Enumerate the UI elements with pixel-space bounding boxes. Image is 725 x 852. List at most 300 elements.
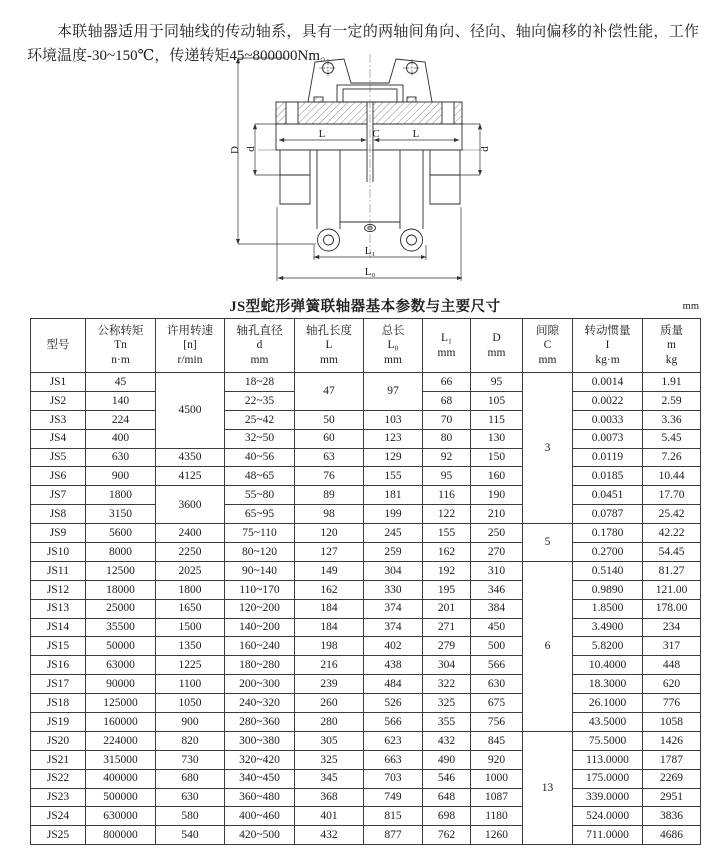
cell-mass: 81.27 [643, 561, 701, 580]
cell-D: 270 [471, 543, 523, 562]
cell-mass: 1787 [643, 750, 701, 769]
cell-L0: 97 [364, 373, 423, 411]
cell-D: 130 [471, 429, 523, 448]
cell-speed: 630 [156, 788, 225, 807]
cell-model: JS14 [31, 618, 86, 637]
cell-L0: 374 [364, 618, 423, 637]
cell-mass: 178.00 [643, 599, 701, 618]
cell-d: 420~500 [225, 826, 295, 845]
cell-L1: 325 [423, 694, 471, 713]
header-line: r/min [177, 353, 203, 366]
cell-model: JS9 [31, 524, 86, 543]
header-line: Tn [114, 339, 127, 352]
cell-L0: 484 [364, 675, 423, 694]
cell-inertia: 175.0000 [573, 769, 643, 788]
cell-L1: 155 [423, 524, 471, 543]
table-row-JS4 [31, 429, 701, 448]
cell-C: 5 [523, 524, 573, 562]
header-line: mm [538, 353, 557, 366]
cell-L: 63 [295, 448, 364, 467]
cell-d: 240~320 [225, 694, 295, 713]
cell-L0: 623 [364, 731, 423, 750]
header-model [31, 319, 86, 373]
cell-mass: 5.45 [643, 429, 701, 448]
table-row-JS17 [31, 675, 701, 694]
dim-label-D: D [229, 146, 241, 154]
cell-D: 210 [471, 505, 523, 524]
header-line: mm [320, 353, 338, 366]
cell-speed: 1500 [156, 618, 225, 637]
cell-L0: 304 [364, 561, 423, 580]
cell-mass: 234 [643, 618, 701, 637]
table-row-JS1 [31, 373, 701, 392]
cell-inertia: 0.9890 [573, 580, 643, 599]
cell-model: JS7 [31, 486, 86, 505]
cell-model: JS2 [31, 391, 86, 410]
table-row-JS18 [31, 694, 701, 713]
table-row-JS14 [31, 618, 701, 637]
cell-mass: 121.00 [643, 580, 701, 599]
cell-L: 50 [295, 410, 364, 429]
cell-inertia: 0.5140 [573, 561, 643, 580]
cell-torque: 25000 [86, 599, 156, 618]
cell-mass: 2951 [643, 788, 701, 807]
cell-L1: 271 [423, 618, 471, 637]
cell-D: 346 [471, 580, 523, 599]
cell-model: JS5 [31, 448, 86, 467]
cell-L0: 129 [364, 448, 423, 467]
cell-L1: 70 [423, 410, 471, 429]
cell-D: 310 [471, 561, 523, 580]
cell-L1: 355 [423, 713, 471, 732]
header-L0 [364, 319, 423, 373]
cage-bolt-right-icon [401, 229, 423, 251]
cell-D: 95 [471, 373, 523, 392]
cell-torque: 160000 [86, 713, 156, 732]
cell-L1: 432 [423, 731, 471, 750]
cell-L0: 374 [364, 599, 423, 618]
cell-model: JS8 [31, 505, 86, 524]
cell-L1: 279 [423, 637, 471, 656]
cell-speed: 1650 [156, 599, 225, 618]
cell-mass: 448 [643, 656, 701, 675]
cell-D: 566 [471, 656, 523, 675]
table-row-JS6 [31, 467, 701, 486]
cell-model: JS3 [31, 410, 86, 429]
dim-label-L-right: L [412, 128, 420, 140]
cell-L1: 698 [423, 807, 471, 826]
cell-speed: 1350 [156, 637, 225, 656]
cell-speed: 2025 [156, 561, 225, 580]
cell-torque: 400 [86, 429, 156, 448]
cell-L1: 648 [423, 788, 471, 807]
header-speed [156, 319, 225, 373]
cell-inertia: 0.0787 [573, 505, 643, 524]
cell-L0: 877 [364, 826, 423, 845]
table-row-JS24 [31, 807, 701, 826]
cell-D: 250 [471, 524, 523, 543]
cell-model: JS25 [31, 826, 86, 845]
cell-mass: 10.44 [643, 467, 701, 486]
cell-inertia: 5.8200 [573, 637, 643, 656]
cell-L0: 123 [364, 429, 423, 448]
cell-L0: 815 [364, 807, 423, 826]
cell-torque: 1800 [86, 486, 156, 505]
cell-torque: 50000 [86, 637, 156, 656]
cell-L: 162 [295, 580, 364, 599]
header-line: D [492, 332, 501, 345]
cage-bolt-left-icon [318, 229, 340, 251]
table-row-JS23 [31, 788, 701, 807]
table-body [31, 373, 701, 845]
cell-inertia: 0.0073 [573, 429, 643, 448]
header-torque [86, 319, 156, 373]
cell-D: 630 [471, 675, 523, 694]
cell-torque: 12500 [86, 561, 156, 580]
header-line: m [667, 339, 676, 352]
cell-D: 675 [471, 694, 523, 713]
cell-speed: 4500 [156, 373, 225, 449]
cell-L: 60 [295, 429, 364, 448]
cell-d: 110~170 [225, 580, 295, 599]
cell-L1: 546 [423, 769, 471, 788]
header-line: 总长 [381, 324, 405, 337]
cell-L1: 762 [423, 826, 471, 845]
header-D [471, 319, 523, 373]
table-head-row [31, 319, 701, 373]
cell-speed: 730 [156, 750, 225, 769]
cell-d: 80~120 [225, 543, 295, 562]
cell-L: 127 [295, 543, 364, 562]
cell-L0: 438 [364, 656, 423, 675]
cell-L1: 162 [423, 543, 471, 562]
dim-label-C: C [372, 128, 380, 140]
cell-L1: 201 [423, 599, 471, 618]
cell-L0: 155 [364, 467, 423, 486]
cell-L: 120 [295, 524, 364, 543]
cell-mass: 2.59 [643, 391, 701, 410]
table-row-JS7 [31, 486, 701, 505]
flange-section [276, 97, 462, 124]
cell-mass: 7.26 [643, 448, 701, 467]
cell-d: 140~200 [225, 618, 295, 637]
cell-d: 280~360 [225, 713, 295, 732]
header-line: 轴孔直径 [236, 324, 283, 337]
cell-d: 55~80 [225, 486, 295, 505]
cell-inertia: 711.0000 [573, 826, 643, 845]
cell-L: 184 [295, 618, 364, 637]
table-title: JS型蛇形弹簧联轴器基本参数与主要尺寸 [229, 299, 501, 315]
cell-inertia: 0.0033 [573, 410, 643, 429]
cell-d: 160~240 [225, 637, 295, 656]
cell-L0: 245 [364, 524, 423, 543]
cell-L: 216 [295, 656, 364, 675]
cell-L1: 192 [423, 561, 471, 580]
cell-L0: 259 [364, 543, 423, 562]
cell-speed: 680 [156, 769, 225, 788]
cell-inertia: 113.0000 [573, 750, 643, 769]
header-line: n·m [111, 353, 130, 366]
cell-torque: 35500 [86, 618, 156, 637]
cell-mass: 1058 [643, 713, 701, 732]
dim-label-L-left: L [318, 128, 326, 140]
cell-L: 184 [295, 599, 364, 618]
cell-inertia: 18.3000 [573, 675, 643, 694]
cell-mass: 1.91 [643, 373, 701, 392]
cell-d: 360~480 [225, 788, 295, 807]
cell-speed: 2400 [156, 524, 225, 543]
cell-L0: 526 [364, 694, 423, 713]
cell-d: 18~28 [225, 373, 295, 392]
cell-d: 32~50 [225, 429, 295, 448]
header-line: L₀ [387, 339, 399, 352]
cell-d: 180~280 [225, 656, 295, 675]
cell-d: 40~56 [225, 448, 295, 467]
table-row-JS11 [31, 561, 701, 580]
header-L [295, 319, 364, 373]
cell-speed: 1100 [156, 675, 225, 694]
cell-L: 260 [295, 694, 364, 713]
cell-L1: 80 [423, 429, 471, 448]
cell-D: 1180 [471, 807, 523, 826]
cell-D: 450 [471, 618, 523, 637]
cell-L: 76 [295, 467, 364, 486]
cell-inertia: 0.2700 [573, 543, 643, 562]
header-line: kg [665, 353, 678, 366]
header-d [225, 319, 295, 373]
table-row-JS3 [31, 410, 701, 429]
table-row-JS21 [31, 750, 701, 769]
header-line: 许用转速 [167, 324, 213, 337]
cell-model: JS4 [31, 429, 86, 448]
cell-mass: 317 [643, 637, 701, 656]
cell-d: 340~450 [225, 769, 295, 788]
dim-label-L1: L₁ [364, 245, 376, 257]
cell-L0: 181 [364, 486, 423, 505]
cell-L0: 199 [364, 505, 423, 524]
cell-inertia: 339.0000 [573, 788, 643, 807]
cell-L1: 92 [423, 448, 471, 467]
cell-speed: 4125 [156, 467, 225, 486]
table-unit-note: mm [682, 301, 699, 312]
cell-L1: 322 [423, 675, 471, 694]
cell-torque: 630000 [86, 807, 156, 826]
cell-L: 305 [295, 731, 364, 750]
cell-mass: 4686 [643, 826, 701, 845]
cell-L0: 402 [364, 637, 423, 656]
header-line: I [605, 339, 610, 352]
cell-torque: 500000 [86, 788, 156, 807]
table-row-JS25 [31, 826, 701, 845]
table-row-JS9 [31, 524, 701, 543]
header-line: C [543, 339, 552, 352]
cell-mass: 2269 [643, 769, 701, 788]
cell-C: 3 [523, 373, 573, 524]
cell-L1: 116 [423, 486, 471, 505]
cell-L: 239 [295, 675, 364, 694]
cell-model: JS6 [31, 467, 86, 486]
cell-d: 120~200 [225, 599, 295, 618]
cell-torque: 630 [86, 448, 156, 467]
cell-D: 1260 [471, 826, 523, 845]
cell-L1: 95 [423, 467, 471, 486]
cell-L1: 68 [423, 391, 471, 410]
header-line: L [325, 339, 333, 352]
cell-speed: 1225 [156, 656, 225, 675]
header-line: L₁ [440, 332, 453, 345]
cell-C: 6 [523, 561, 573, 731]
cell-D: 105 [471, 391, 523, 410]
coupling-drawing [228, 52, 492, 290]
cell-d: 25~42 [225, 410, 295, 429]
cell-torque: 224000 [86, 731, 156, 750]
cell-mass: 17.70 [643, 486, 701, 505]
hub-section [276, 124, 462, 182]
dim-label-d-right: d [479, 146, 491, 152]
cell-D: 160 [471, 467, 523, 486]
cell-mass: 620 [643, 675, 701, 694]
cell-L1: 122 [423, 505, 471, 524]
header-line: mm [487, 346, 506, 359]
cell-torque: 5600 [86, 524, 156, 543]
cell-model: JS12 [31, 580, 86, 599]
cell-D: 500 [471, 637, 523, 656]
cell-inertia: 1.8500 [573, 599, 643, 618]
cell-model: JS1 [31, 373, 86, 392]
cell-L: 98 [295, 505, 364, 524]
cell-d: 200~300 [225, 675, 295, 694]
cell-model: JS23 [31, 788, 86, 807]
cell-d: 22~35 [225, 391, 295, 410]
cell-model: JS24 [31, 807, 86, 826]
header-mass [643, 319, 701, 373]
cell-torque: 90000 [86, 675, 156, 694]
dim-label-d-left: d [245, 146, 257, 152]
cell-speed: 4350 [156, 448, 225, 467]
header-line: [n] [183, 339, 197, 352]
cell-inertia: 0.1780 [573, 524, 643, 543]
cell-L0: 663 [364, 750, 423, 769]
cell-torque: 224 [86, 410, 156, 429]
table-row-JS16 [31, 656, 701, 675]
cell-inertia: 26.1000 [573, 694, 643, 713]
table-row-JS5 [31, 448, 701, 467]
cell-d: 90~140 [225, 561, 295, 580]
cell-model: JS18 [31, 694, 86, 713]
cell-D: 845 [471, 731, 523, 750]
table-row-JS10 [31, 543, 701, 562]
cell-model: JS15 [31, 637, 86, 656]
cell-inertia: 75.5000 [573, 731, 643, 750]
dimension-lines [238, 58, 480, 281]
cell-d: 48~65 [225, 467, 295, 486]
cell-L: 325 [295, 750, 364, 769]
cell-L1: 490 [423, 750, 471, 769]
cell-speed: 540 [156, 826, 225, 845]
cell-speed: 580 [156, 807, 225, 826]
header-line: 质量 [660, 324, 683, 337]
table-row-JS20 [31, 731, 701, 750]
cell-D: 1087 [471, 788, 523, 807]
table-row-JS12 [31, 580, 701, 599]
cell-L1: 304 [423, 656, 471, 675]
cell-D: 190 [471, 486, 523, 505]
cell-C: 13 [523, 731, 573, 844]
cell-inertia: 3.4900 [573, 618, 643, 637]
cell-inertia: 0.0022 [573, 391, 643, 410]
cell-model: JS11 [31, 561, 86, 580]
cell-mass: 42.22 [643, 524, 701, 543]
header-line: kg·m [595, 353, 620, 366]
cell-torque: 900 [86, 467, 156, 486]
cell-model: JS10 [31, 543, 86, 562]
cell-inertia: 0.0119 [573, 448, 643, 467]
dimension-labels [229, 128, 491, 278]
cell-inertia: 10.4000 [573, 656, 643, 675]
cell-d: 300~380 [225, 731, 295, 750]
cell-L: 368 [295, 788, 364, 807]
cell-L1: 195 [423, 580, 471, 599]
cell-speed: 820 [156, 731, 225, 750]
cell-L: 401 [295, 807, 364, 826]
cell-model: JS20 [31, 731, 86, 750]
cell-L: 149 [295, 561, 364, 580]
header-C [523, 319, 573, 373]
cell-torque: 8000 [86, 543, 156, 562]
header-line: 型号 [46, 339, 70, 352]
cell-torque: 125000 [86, 694, 156, 713]
cell-D: 1000 [471, 769, 523, 788]
cell-mass: 776 [643, 694, 701, 713]
cell-L: 198 [295, 637, 364, 656]
cell-torque: 63000 [86, 656, 156, 675]
cell-torque: 3150 [86, 505, 156, 524]
cell-model: JS21 [31, 750, 86, 769]
cell-mass: 54.45 [643, 543, 701, 562]
header-L1 [423, 319, 471, 373]
cell-d: 65~95 [225, 505, 295, 524]
cell-speed: 1800 [156, 580, 225, 599]
cell-D: 115 [471, 410, 523, 429]
cell-L0: 566 [364, 713, 423, 732]
cell-speed: 3600 [156, 486, 225, 524]
header-line: 转动惯量 [584, 324, 631, 337]
cell-L: 47 [295, 373, 364, 411]
table-row-JS8 [31, 505, 701, 524]
cell-mass: 3.36 [643, 410, 701, 429]
cell-D: 150 [471, 448, 523, 467]
cell-torque: 45 [86, 373, 156, 392]
cell-speed: 2250 [156, 543, 225, 562]
header-line: 轴孔长度 [306, 324, 352, 337]
cell-inertia: 0.0014 [573, 373, 643, 392]
cell-mass: 3836 [643, 807, 701, 826]
cell-L: 280 [295, 713, 364, 732]
cell-D: 756 [471, 713, 523, 732]
cell-d: 320~420 [225, 750, 295, 769]
parameters-table [30, 318, 701, 845]
dim-label-L0: L₀ [364, 266, 376, 278]
table-row-JS13 [31, 599, 701, 618]
cell-mass: 1426 [643, 731, 701, 750]
cell-inertia: 524.0000 [573, 807, 643, 826]
cell-L: 432 [295, 826, 364, 845]
cell-L0: 749 [364, 788, 423, 807]
intro-paragraph: 本联轴器适用于同轴线的传动轴系，具有一定的两轴间角向、径向、轴向偏移的补偿性能，工作环境温度-30~150℃，传递转矩45~800000Nm。 [27, 24, 699, 64]
cell-L: 345 [295, 769, 364, 788]
cell-speed: 900 [156, 713, 225, 732]
cell-inertia: 0.0185 [573, 467, 643, 486]
